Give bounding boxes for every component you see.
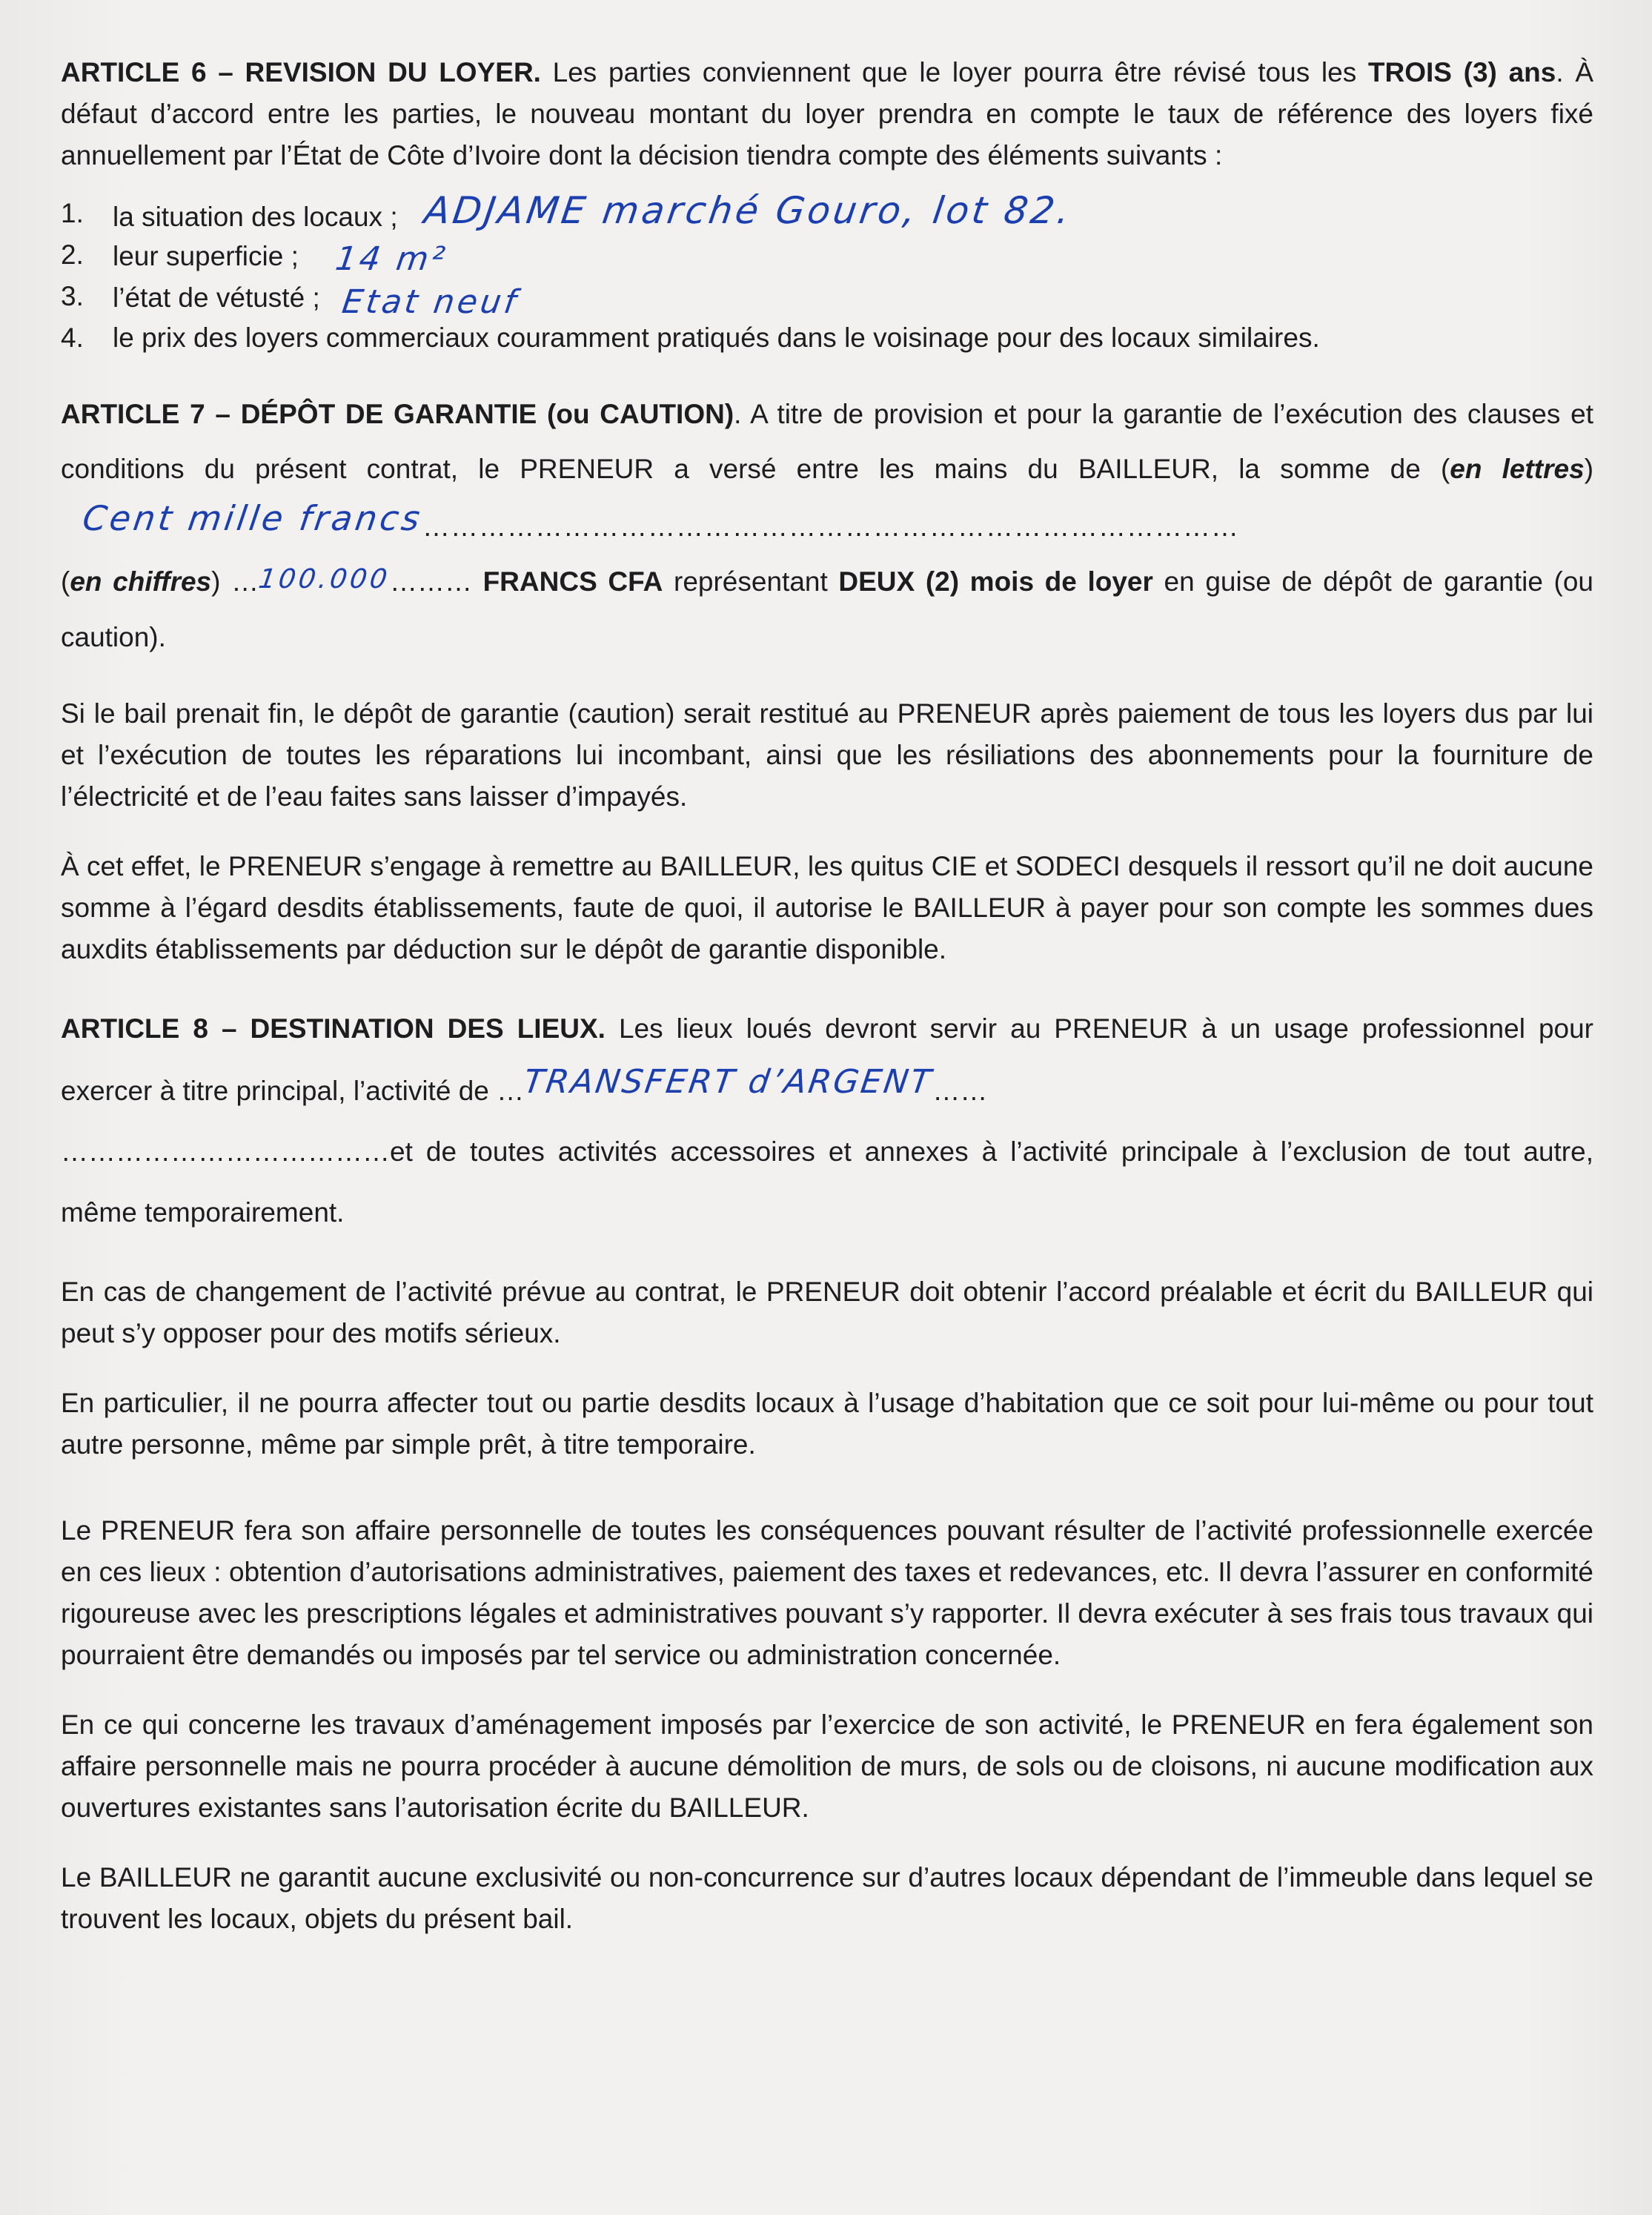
handwritten-amount-words: Cent mille francs: [80, 498, 425, 538]
article-8-exclusivity-paragraph: Le BAILLEUR ne garantit aucune exclusivité ou non-concurrence sur d’autres locaux dépendant de l’immeuble dans lequel se trouvent les locaux, objets du présent bail.: [61, 1862, 1593, 1934]
article-7-heading: ARTICLE 7 – DÉPÔT DE GARANTIE (ou CAUTION): [61, 399, 734, 429]
article-6-heading: ARTICLE 6 – REVISION DU LOYER.: [61, 57, 541, 87]
article-7-restitution-paragraph: Si le bail prenait fin, le dépôt de garantie (caution) serait restitué au PRENEUR après paiement de tous les loyers dus par lui et l’exécution de toutes les réparations lui incombant, ainsi que les résiliations des abonnements pour la fourniture de l’électricité et de l’eau faites sans laisser d’impayés.: [61, 698, 1593, 812]
article-6-criteria-list: [61, 189, 1593, 359]
article-8-consequences-paragraph: Le PRENEUR fera son affaire personnelle de toutes les conséquences pouvant résulter de l’activité professionnelle exercée en ces lieux : obtention d’autorisations administratives, paiement des taxes et redevances, etc. Il devra l’assurer en conformité rigoureuse avec les prescriptions légales et administratives pouvant s’y rapporter. Il devra exécuter à ses frais tous travaux qui pourraient être demandés ou imposés par tel service ou administration concernée.: [61, 1515, 1593, 1670]
article-8-habitation-paragraph: En particulier, il ne pourra affecter tout ou partie desdits locaux à l’usage d’habitation que ce soit pour lui-même ou pour tout autre personne, même par simple prêt, à titre temporaire.: [61, 1388, 1593, 1460]
handwritten-area: 14 m²: [333, 240, 451, 278]
list-item: 1. la situation des locaux ; ADJAME marché Gouro, lot 82.: [61, 189, 1075, 232]
handwritten-activity: TRANSFERT d’ARGENT: [521, 1063, 936, 1101]
list-item: 4. le prix des loyers commerciaux couramment pratiqués dans le voisinage pour des locaux similaires.: [61, 322, 1320, 353]
list-item: 3. l’état de vétusté ; Etat neuf: [61, 276, 1593, 317]
article-6-paragraph: ARTICLE 6 – REVISION DU LOYER. Les parties conviennent que le loyer pourra être révisé tous les TROIS (3) ans. À défaut d’accord entre les parties, le nouveau montant du loyer prendra en compte le taux de référence des loyers fixé annuellement par l’État de Côte d’Ivoire dont la décision tiendra compte des éléments suivants :: [61, 57, 1593, 170]
article-7-paragraph: ARTICLE 7 – DÉPÔT DE GARANTIE (ou CAUTION). A titre de provision et pour la garantie de l’exécution des clauses et conditions du présent contrat, le PRENEUR a versé entre les mains du BAILLEUR, la somme de (en lettres)Cent mille francs…………………………………………………………………………… (en chiffres) …100.000……… FRANCS CFA représentant DEUX (2) mois de loyer en guise de dépôt de garantie (ou caution).: [61, 399, 1594, 652]
handwritten-amount-figures: 100.000: [256, 564, 392, 595]
article-8-paragraph: ARTICLE 8 – DESTINATION DES LIEUX. Les lieux loués devront servir au PRENEUR à un usage professionnel pour exercer à titre principal, l’activité de …TRANSFERT d’ARGENT…… ………………………………et de toutes activités accessoires et annexes à l’activité principale à l’exclusion de tout autre, même temporairement.: [61, 1013, 1593, 1228]
article-7-quitus-paragraph: À cet effet, le PRENEUR s’engage à remettre au BAILLEUR, les quitus CIE et SODECI desquels il ressort qu’il ne doit aucune somme à l’égard desdits établissements, faute de quoi, il autorise le BAILLEUR à payer pour son compte les sommes dues auxdits établissements par déduction sur le dépôt de garantie disponible.: [61, 851, 1593, 964]
article-6-period: TROIS (3) ans: [1367, 57, 1556, 87]
article-8-heading: ARTICLE 8 – DESTINATION DES LIEUX.: [61, 1013, 606, 1044]
article-8-change-paragraph: En cas de changement de l’activité prévue au contrat, le PRENEUR doit obtenir l’accord préalable et écrit du BAILLEUR qui peut s’y opposer pour des motifs sérieux.: [61, 1277, 1593, 1348]
handwritten-location: ADJAME marché Gouro, lot 82.: [421, 189, 1075, 232]
handwritten-condition: Etat neuf: [339, 283, 521, 321]
list-item: 2. leur superficie ; 14 m²: [61, 234, 1593, 276]
document-body: [61, 52, 1593, 1940]
article-8-works-paragraph: En ce qui concerne les travaux d’aménagement imposés par l’exercice de son activité, le PRENEUR en fera également son affaire personnelle mais ne pourra procéder à aucune démolition de murs, de sols ou de cloisons, ni aucune modification aux ouvertures existantes sans l’autorisation écrite du BAILLEUR.: [61, 1709, 1593, 1823]
